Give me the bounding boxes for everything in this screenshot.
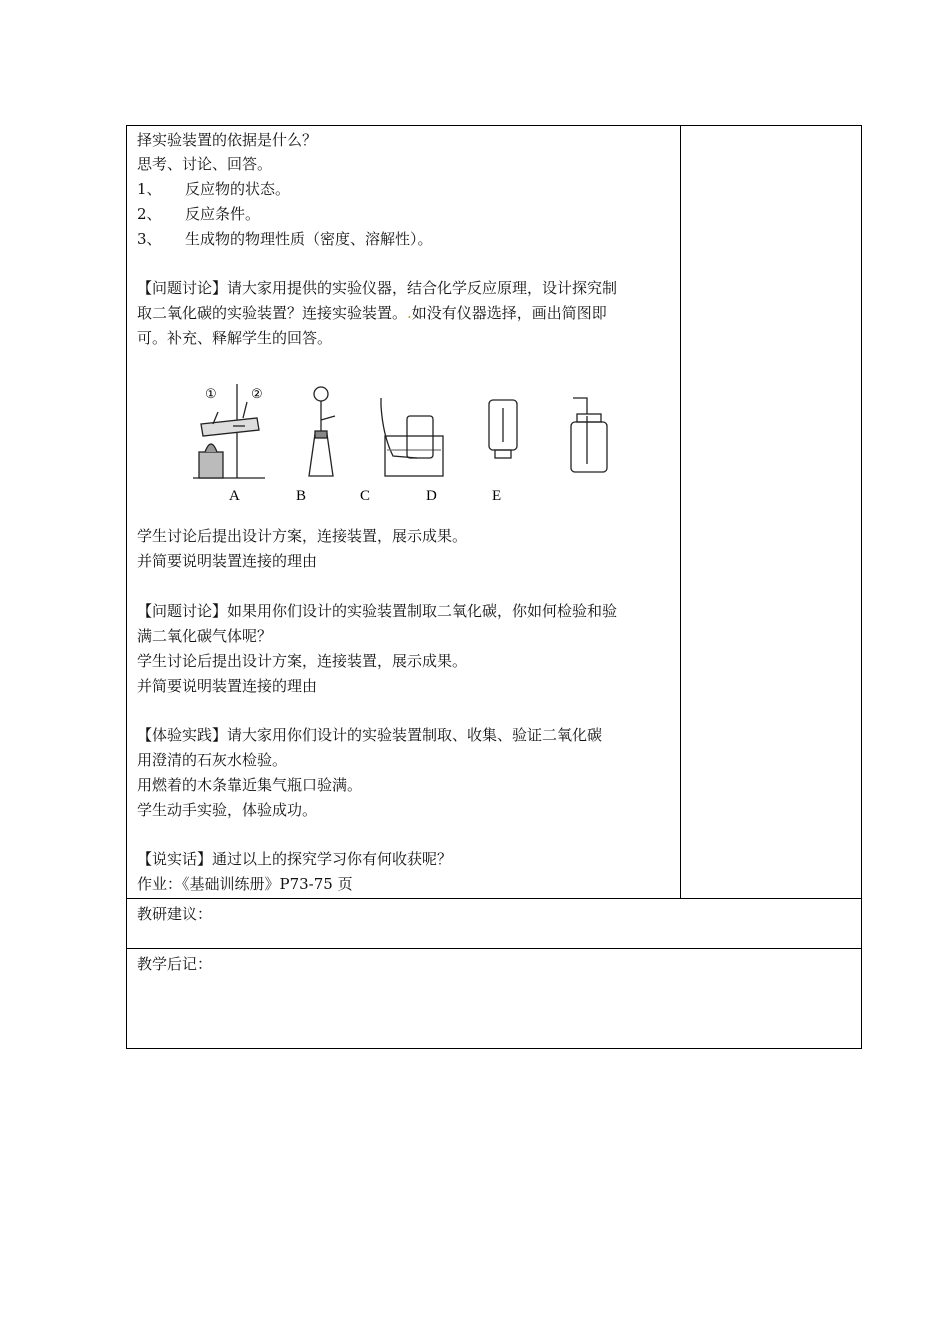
delivery-tube bbox=[381, 398, 417, 458]
list-text: 反应物的状态。 bbox=[185, 180, 291, 198]
side-tube bbox=[321, 416, 335, 420]
burner-body bbox=[199, 452, 223, 478]
text-line: 学生讨论后提出设计方案，连接装置，展示成果。 bbox=[137, 527, 468, 545]
text-line: 并简要说明装置连接的理由 bbox=[137, 552, 318, 570]
list-item bbox=[137, 179, 290, 199]
apparatus-figure bbox=[185, 376, 625, 511]
text-line: 可。补充、释解学生的回答。 bbox=[137, 329, 333, 347]
text-span: 取二氧化碳的实验装置？连接实验装置。 bbox=[137, 304, 408, 322]
stopper bbox=[315, 431, 327, 438]
text-line: 择实验装置的依据是什么？ bbox=[137, 131, 318, 149]
gas-jar bbox=[407, 416, 433, 458]
text-line: 作业：《基础训练册》P73-75 页 bbox=[137, 875, 353, 893]
label-e: E bbox=[492, 488, 502, 504]
conical-flask bbox=[309, 434, 333, 476]
content-cell bbox=[127, 126, 681, 898]
stray-mark: . bbox=[407, 304, 412, 322]
list-number: 3、 bbox=[137, 230, 162, 248]
text-line: 思考、讨论、回答。 bbox=[137, 155, 273, 173]
funnel-bulb bbox=[314, 387, 328, 401]
list-item bbox=[137, 229, 433, 249]
list-item bbox=[137, 204, 260, 224]
notes-column bbox=[681, 126, 861, 898]
washing-bottle bbox=[571, 422, 607, 472]
marker-2: ② bbox=[251, 386, 263, 401]
text-line: 用燃着的木条靠近集气瓶口验满。 bbox=[137, 776, 363, 794]
apparatus-drawing bbox=[185, 376, 625, 511]
label-b: B bbox=[296, 488, 307, 504]
marker-line-2 bbox=[243, 402, 247, 418]
text-line: 【问题讨论】请大家用提供的实验仪器，结合化学反应原理，设计探究制 bbox=[137, 279, 618, 297]
suggestion-row bbox=[127, 898, 861, 948]
text-line: 用澄清的石灰水检验。 bbox=[137, 751, 288, 769]
text-span: 如没有仪器选择，画出简图即 bbox=[411, 304, 607, 322]
suggestion-label: 教研建议： bbox=[137, 905, 213, 923]
list-text: 生成物的物理性质（密度、溶解性）。 bbox=[185, 230, 433, 248]
text-line: 学生讨论后提出设计方案，连接装置，展示成果。 bbox=[137, 652, 468, 670]
notes-label: 教学后记： bbox=[137, 955, 213, 973]
marker-1: ① bbox=[205, 386, 217, 401]
list-number: 2、 bbox=[137, 205, 162, 223]
list-number: 1、 bbox=[137, 180, 162, 198]
list-text: 反应条件。 bbox=[185, 205, 261, 223]
bottle-mouth bbox=[577, 414, 601, 422]
text-line bbox=[137, 303, 607, 323]
text-line: 【说实话】通过以上的探究学习你有何收获呢？ bbox=[137, 850, 453, 868]
burner-flame bbox=[205, 444, 217, 452]
text-line: 学生动手实验，体验成功。 bbox=[137, 801, 318, 819]
test-tube bbox=[201, 418, 259, 436]
bottle-tube bbox=[573, 398, 587, 414]
text-line: 【问题讨论】如果用你们设计的实验装置制取二氧化碳，你如何检验和验 bbox=[137, 602, 618, 620]
label-a: A bbox=[229, 488, 240, 504]
lesson-table bbox=[126, 125, 862, 1049]
bottle-neck bbox=[495, 450, 511, 458]
text-line: 满二氧化碳气体呢？ bbox=[137, 627, 273, 645]
main-row bbox=[127, 126, 861, 898]
label-c: C bbox=[360, 488, 371, 504]
label-d: D bbox=[426, 488, 437, 504]
text-line: 【体验实践】请大家用你们设计的实验装置制取、收集、验证二氧化碳 bbox=[137, 726, 603, 744]
text-line: 并简要说明装置连接的理由 bbox=[137, 677, 318, 695]
notes-row bbox=[127, 948, 861, 1048]
